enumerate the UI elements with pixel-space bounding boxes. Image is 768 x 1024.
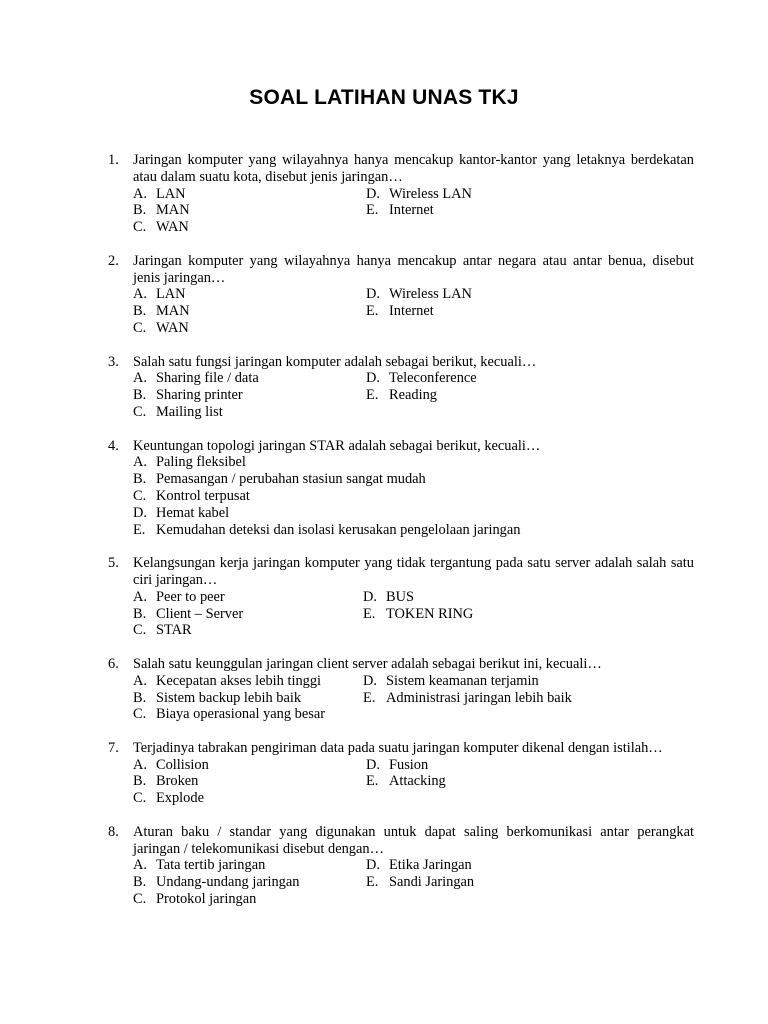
option-letter: E. — [366, 303, 379, 320]
option-letter: A. — [133, 857, 147, 874]
option-d — [366, 370, 694, 387]
option-text: Sharing printer — [156, 387, 243, 404]
option-b — [133, 202, 366, 219]
option-letter: A. — [133, 370, 147, 387]
option-letter: E. — [366, 874, 379, 891]
question-8 — [108, 824, 694, 908]
option-letter: C. — [133, 706, 147, 723]
option-letter: B. — [133, 471, 147, 488]
option-letter: C. — [133, 487, 147, 504]
option-letter: E. — [366, 387, 379, 404]
option-letter: D. — [133, 504, 147, 521]
option-b — [133, 874, 366, 891]
option-text: Sistem backup lebih baik — [156, 689, 302, 706]
option-b — [133, 387, 366, 404]
document-title: SOAL LATIHAN UNAS TKJ — [249, 86, 519, 109]
option-d — [366, 186, 694, 203]
option-text: LAN — [156, 185, 186, 202]
option-text: Sharing file / data — [156, 370, 259, 387]
option-b — [133, 690, 363, 707]
question-4 — [108, 438, 694, 539]
option-a — [133, 186, 366, 203]
option-text: Teleconference — [389, 370, 477, 387]
answer-options — [133, 673, 694, 723]
question-number: 3. — [108, 353, 119, 370]
option-letter: E. — [366, 202, 379, 219]
option-d — [366, 286, 694, 303]
question-number: 6. — [108, 655, 119, 672]
answer-options — [133, 589, 694, 639]
question-number: 8. — [108, 823, 119, 840]
option-letter: D. — [363, 672, 377, 689]
option-text: Paling fleksibel — [156, 454, 246, 471]
option-a — [133, 589, 363, 606]
question-6 — [108, 656, 694, 723]
option-text: Undang-undang jaringan — [156, 874, 300, 891]
option-text: Internet — [389, 202, 434, 219]
option-letter: C. — [133, 891, 147, 908]
option-text: WAN — [156, 319, 189, 336]
option-e — [363, 690, 694, 707]
option-letter: C. — [133, 403, 147, 420]
option-letter: D. — [366, 370, 380, 387]
question-number: 7. — [108, 739, 119, 756]
option-text: Fusion — [389, 756, 429, 773]
option-e — [363, 606, 694, 623]
option-letter: C. — [133, 219, 147, 236]
question-text: Jaringan komputer yang wilayahnya hanya mencakup kantor-kantor yang letaknya berdekatan atau dalam suatu kota, disebut jenis jaringan… — [133, 152, 694, 185]
option-text: Peer to peer — [156, 588, 225, 605]
question-number: 4. — [108, 437, 119, 454]
option-letter: C. — [133, 319, 147, 336]
option-text: Kecepatan akses lebih tinggi — [156, 672, 322, 689]
option-b — [133, 773, 366, 790]
answer-options — [133, 454, 694, 538]
option-letter: E. — [363, 689, 376, 706]
option-d — [363, 673, 694, 690]
answer-options — [133, 186, 694, 236]
option-text: Broken — [156, 773, 199, 790]
option-e — [366, 303, 694, 320]
option-text: BUS — [386, 588, 414, 605]
option-text: Sistem keamanan terjamin — [386, 672, 539, 689]
option-d — [366, 857, 694, 874]
option-text: Mailing list — [156, 403, 223, 420]
option-c — [133, 891, 366, 908]
option-e — [366, 387, 694, 404]
option-a — [133, 370, 366, 387]
option-text: Hemat kabel — [156, 504, 230, 521]
question-5 — [108, 555, 694, 639]
option-letter: B. — [133, 387, 147, 404]
option-letter: E. — [133, 521, 146, 538]
option-a — [133, 857, 366, 874]
question-text: Kelangsungan kerja jaringan komputer yang tidak tergantung pada satu server adalah salah satu ciri jaringan… — [133, 555, 694, 588]
option-text: Tata tertib jaringan — [156, 857, 266, 874]
option-text: Wireless LAN — [389, 286, 472, 303]
option-letter: A. — [133, 286, 147, 303]
option-letter: B. — [133, 689, 147, 706]
option-letter: A. — [133, 185, 147, 202]
option-text: TOKEN RING — [386, 605, 474, 622]
answer-options — [133, 857, 694, 907]
question-text: Jaringan komputer yang wilayahnya hanya mencakup antar negara atau antar benua, disebut jenis jaringan… — [133, 252, 694, 286]
option-c — [133, 790, 366, 807]
option-letter: A. — [133, 588, 147, 605]
option-text: Pemasangan / perubahan stasiun sangat mudah — [156, 471, 426, 488]
option-a — [133, 286, 366, 303]
option-d — [366, 757, 694, 774]
question-2 — [108, 253, 694, 337]
option-text: MAN — [156, 303, 190, 320]
option-a — [133, 673, 363, 690]
question-text: Terjadinya tabrakan pengiriman data pada suatu jaringan komputer dikenal dengan istilah… — [133, 739, 663, 756]
option-c — [133, 488, 694, 505]
option-d — [363, 589, 694, 606]
option-text: MAN — [156, 202, 190, 219]
option-letter: C. — [133, 622, 147, 639]
option-letter: B. — [133, 874, 147, 891]
option-a — [133, 454, 694, 471]
option-d — [133, 505, 694, 522]
option-text: Client – Server — [156, 605, 244, 622]
option-letter: E. — [366, 773, 379, 790]
option-letter: B. — [133, 303, 147, 320]
question-number: 1. — [108, 152, 119, 168]
answer-options — [133, 757, 694, 807]
option-text: Sandi Jaringan — [389, 874, 475, 891]
question-1 — [108, 152, 694, 236]
option-e — [366, 773, 694, 790]
option-text: Biaya operasional yang besar — [156, 706, 326, 723]
option-text: Attacking — [389, 773, 446, 790]
question-3 — [108, 354, 694, 421]
option-b — [133, 606, 363, 623]
option-e — [133, 522, 694, 539]
question-number: 5. — [108, 555, 119, 572]
option-letter: A. — [133, 756, 147, 773]
option-c — [133, 622, 363, 639]
option-c — [133, 404, 366, 421]
option-a — [133, 757, 366, 774]
question-number: 2. — [108, 252, 119, 269]
option-letter: D. — [366, 185, 380, 202]
option-c — [133, 320, 366, 337]
option-letter: A. — [133, 672, 147, 689]
option-letter: B. — [133, 202, 147, 219]
question-text: Keuntungan topologi jaringan STAR adalah sebagai berikut, kecuali… — [133, 437, 541, 454]
option-c — [133, 219, 366, 236]
answer-options — [133, 370, 694, 420]
option-letter: D. — [366, 756, 380, 773]
question-7 — [108, 740, 694, 807]
option-letter: A. — [133, 454, 147, 471]
option-text: LAN — [156, 286, 186, 303]
option-letter: D. — [366, 286, 380, 303]
option-letter: D. — [366, 857, 380, 874]
question-text: Salah satu fungsi jaringan komputer adalah sebagai berikut, kecuali… — [133, 353, 537, 370]
option-letter: B. — [133, 773, 147, 790]
option-text: Collision — [156, 756, 209, 773]
option-letter: C. — [133, 790, 147, 807]
question-text: Salah satu keunggulan jaringan client server adalah sebagai berikut ini, kecuali… — [133, 655, 602, 672]
option-text: Kemudahan deteksi dan isolasi kerusakan pengelolaan jaringan — [156, 521, 521, 538]
option-text: STAR — [156, 622, 192, 639]
option-text: Reading — [389, 387, 437, 404]
option-b — [133, 303, 366, 320]
option-e — [366, 874, 694, 891]
option-letter: D. — [363, 588, 377, 605]
option-c — [133, 706, 363, 723]
option-text: Wireless LAN — [389, 185, 472, 202]
option-e — [366, 202, 694, 219]
option-text: Internet — [389, 303, 434, 320]
option-b — [133, 471, 694, 488]
question-text: Aturan baku / standar yang digunakan untuk dapat saling berkomunikasi antar perangkat jaringan / telekomunikasi disebut dengan… — [133, 823, 694, 857]
option-text: Explode — [156, 790, 204, 807]
option-text: Protokol jaringan — [156, 891, 257, 908]
option-text: Kontrol terpusat — [156, 487, 250, 504]
answer-options — [133, 286, 694, 336]
question-list — [108, 152, 694, 925]
option-letter: E. — [363, 605, 376, 622]
option-letter: B. — [133, 605, 147, 622]
option-text: WAN — [156, 219, 189, 236]
option-text: Administrasi jaringan lebih baik — [386, 689, 572, 706]
option-text: Etika Jaringan — [389, 857, 472, 874]
